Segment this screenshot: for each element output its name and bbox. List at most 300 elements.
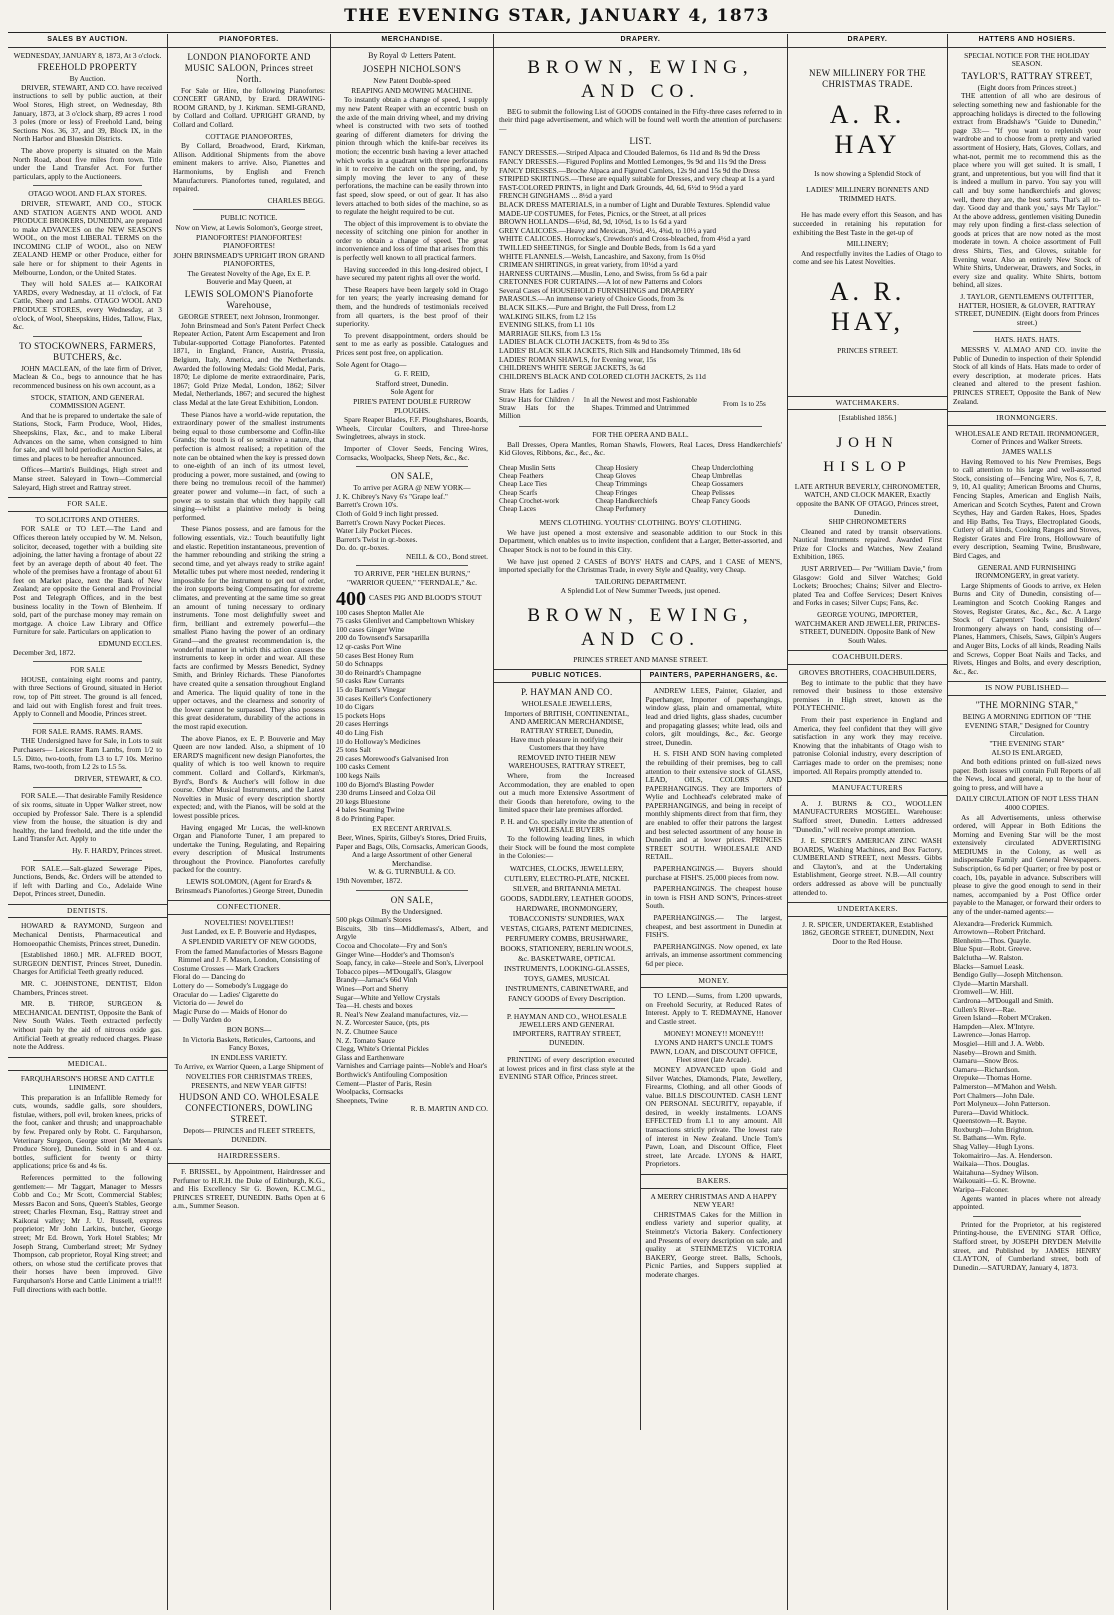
- ad-heading: SHIP CHRONOMETERS: [828, 517, 907, 527]
- list-item: Queenstown—R. Bayne.: [953, 1116, 1027, 1126]
- ad-text: From the famed Manufactories of Messrs Bagone Rimmel and J. F. Mason, London, Consisting of: [175, 946, 323, 965]
- ad-text: To arrive per AGRA @ NEW YORK—: [353, 483, 471, 493]
- list-item: Blenheim—Thos. Quayle.: [953, 935, 1031, 945]
- ad-heading: TAILORING DEPARTMENT.: [594, 576, 687, 586]
- ad-heading: COTTAGE PIANOFORTES,: [205, 131, 293, 141]
- ad-text: Beer, Wines, Spirits, Gilbey's Stores, Dried Fruits, Paper and Bags, Oils, Cornsacks, American Goods, And a large Assortment of other General Merchandise.: [336, 833, 488, 868]
- list-item: Water Lily Pocket Pieces.: [336, 526, 413, 536]
- ad-text: PRINCES STREET.: [837, 345, 898, 355]
- section-heading: MEDICAL.: [8, 1057, 167, 1072]
- section-heading: UNDERTAKERS.: [788, 902, 947, 917]
- list-item: Cheap Underclothing: [691, 464, 754, 472]
- list-item: Balclutha—W. Ralston.: [953, 953, 1024, 962]
- list-item: Brandy—Jarnac's 66d Vinh: [336, 975, 418, 985]
- divider: [973, 331, 1081, 332]
- ad-text: J. R. SPICER, UNDERTAKER, Established 1862, GEORGE STREET, DUNEDIN, Next Door to the Red House.: [801, 919, 934, 947]
- list-item: 12 qr-casks Port Wine: [336, 642, 402, 652]
- ad-text: PAPERHANGINGS.— Buyers should purchase at FISH'S. 25,000 pieces from now.: [645, 864, 782, 882]
- ad-text: Spare Reaper Blades, F.F. Ploughshares, Boards, Wheels, Circular Coulters, and Three-horse Swingletrees, always in stock.: [336, 415, 488, 442]
- list-item: LADIES' ROMAN SHAWLS, for Evening wear, 15s: [499, 354, 657, 364]
- ad-text: And that he is prepared to undertake the sale of Stations, Stock, Farm Produce, Wool, Hides, Sheepskins, Flax, &c., and to make Liberal Advances on the same, when consigned to him for sale, and will hold periodical Auction Sales, at times and places to be hereafter announced.: [13, 410, 162, 463]
- list-item: Cheap Fringes: [595, 488, 638, 497]
- list-item: 100 do Bjornd's Blasting Powder: [336, 779, 434, 789]
- list-item: WALKING SILKS, from L2 15s: [499, 311, 597, 321]
- section-heading: WATCHMAKERS.: [788, 396, 947, 411]
- section-heading: MANUFACTURERS: [788, 781, 947, 796]
- list-item: 15 pockets Hops: [336, 710, 386, 720]
- list-item: HARNESS CURTAINS.—Muslin, Leno, and Swiss, from 5s 6d a pair: [499, 268, 708, 278]
- ad-text: Having engaged Mr Lucas, the well-known Organ and Pianoforte Tuner, I am prepared to undertake the Tuning, Regulating, and Repairing every description of Musical Instruments throughout the Province. Pianofortes carefully packed for the country.: [173, 822, 325, 875]
- list-item: BROWN HOLLANDS—6½d, 8d, 9d, 10½d, 1s to 1s 6d a yard: [499, 217, 687, 227]
- imprint: Printed for the Proprietor, at his registered Printing-house, the EVENING STAR Office, Stafford street, by JOSEPH DRYDEN Melville street, and Published by JAMES HENRY CLAYTON, of Cumberland street, both of Dunedin.—SATURDAY, January 4, 1873.: [953, 1219, 1101, 1272]
- list-item: 200 do Townsend's Sarsaparilla: [336, 633, 430, 643]
- list-item: Cement—Plaster of Paris, Resin: [336, 1078, 432, 1088]
- ad-text: The object of this improvement is to obviate the necessity of scitching one pinion for another in order to obtain a change of speed. The great inconvenience and loss of time that arises from this is perfectly well known to all practical farmers.: [336, 218, 488, 263]
- ad-text: TO LEND.—Sums, from L200 upwards, on Freehold Security, at Reduced Rates of Interest. Apply to T. REDMAYNE, Hanover and Castle street.: [645, 991, 782, 1026]
- ad-heading: TO STOCKOWNERS, FARMERS, BUTCHERS, &c.: [19, 340, 156, 362]
- ad-text: CHRISTMAS Cakes for the Million in endless variety and superior quality, at Steinmetz's Victoria Bakery. Confectionery and Presents of every description on sale, and quality at STEINMETZ'S VICTORIA BAKERY, George street. Balls, Schools, Picnic Parties, and Suppers supplied at moderate charges.: [645, 1209, 782, 1279]
- divider: [519, 1008, 615, 1009]
- ad-text: THE attention of all who are desirous of selecting something new and fashionable for the approaching holidays is directed to the following extract from Bradshaw's "Guide to Dunedin," page 33:— "If you want to replenish your wardrobe and to choose from a pretty and varied assortment of Hosiery, Hats, Gloves, Collars, and what-not, permit me to recommend this as the place where you will get suited. It is small, I grant, and unpretentious, but you will find that it is indeed a mullum in parvo. You say you will call and buy some handkerchiefs and gloves; well, there they are, the best sorts. That's all to-day. 'Good day and thank you,' says Mr Taylor." At the above address, gentlemen visiting Dunedin may rely upon finding a first-class selection of goods at prices that are now noted as the most moderate in town. A choice assortment of Full dress Shirts, Ties, and Gloves, suitable for Evening wear. Also an entirely New Stock of White Shirts, Underwear, Drawers, and Socks, in every size and quality. White Shirts, bottom behind, all sizes.: [953, 91, 1101, 290]
- list-item: CRETONNES FOR CURTAINS.—A lot of new Patterns and Colors: [499, 277, 703, 287]
- list-item: Lottery do — Somebody's Luggage do: [173, 981, 288, 990]
- ad-heading: JOHN BRINSMEAD'S UPRIGHT IRON GRAND PIANOFORTES,: [173, 250, 325, 269]
- ad-text: LATE ARTHUR BEVERLY, CHRONOMETER, WATCH, AND CLOCK MAKER, Exactly opposite the BANK OF OTAGO, Princes street, Dunedin.: [794, 481, 941, 517]
- ad-subheading: By Auction.: [69, 74, 106, 84]
- list-item: Sugar—White and Yellow Crystals: [336, 992, 440, 1002]
- agents-list: [953, 920, 1101, 1195]
- ad-text: THE Undersigned have for Sale, in Lots to suit Purchasers— Leicester Ram Lambs, from 1/2 to L5. Ditto, two-tooth, from L3 to L7 10s. Merino Rams, two-tooth, from L2 2s to L5 5s.: [13, 736, 162, 772]
- ad-text: We have just opened a most extensive and seasonable addition to our Stock in this Department, which enables us to invite inspection, confident that a Larger, Better-assorted, and Cheaper Stock is not to be found in this City.: [499, 527, 782, 554]
- ad-text: Straw Hats for Ladies / Straw Hats for Children / Straw Hats for the Million: [499, 387, 575, 421]
- ad-text: PAPERHANGINGS. The cheapest house in town is FISH AND SON'S, Princes-street South.: [645, 884, 782, 911]
- ad-text: Having Removed to his New Premises, Begs to call attention to his large and well-assorted Stock, consisting of—Fencing Wire, Nos 6, 7, 8, 9, 10, A1 quality; American Brooms and Churns, Fencing Staples, American and English Nails, American and Scotch Scythes, Patent and Crown Scythes, Hay and Garden Rakes, Hoes, Spades and Hip Baths, Tea Trays, Electroplated Goods, Cutlery of all kinds, Cooking Ranges and Stoves, Register Grates and Fire Irons, Hollowware of every description, Seaming Twine, Brushware, Bird Cages, and: [953, 456, 1101, 561]
- ad-text: FOR SALE or TO LET.—The Land and Offices thereon lately occupied by W. M. Nelson, solicitor, deceased, together with a building site adjoining, the latter having a frontage of about 22 feet by an average depth of about 40 feet. The whole of the premises have a frontage of about 61 feet on Market place, next the Bank of New Zealand; are opposite the General and Provincial Post and Telegraph Offices, and in the best business locality in the Town of Blenheim. If sold, part of the purchase money may remain on mortgage. A choice Law Library and Office Furniture for sale. Particulars on application to: [13, 524, 162, 637]
- ad-text: By the Undersigned.: [381, 906, 443, 916]
- list-item: 40 do Ling Fish: [336, 727, 384, 737]
- ad-heading: HUDSON AND CO. WHOLESALE CONFECTIONERS, DOWLING STREET.: [178, 1092, 320, 1125]
- ad-text: ALSO IS ENLARGED,: [991, 748, 1063, 758]
- ad-text: Depots— PRINCES and FLEET STREETS, DUNEDIN.: [183, 1126, 315, 1144]
- ad-heading: IN ENDLESS VARIETY.: [210, 1052, 288, 1062]
- brand-heading: A. R. HAY,: [829, 276, 906, 336]
- ad-heading: FOR SALE: [70, 665, 105, 675]
- ad-heading: PUBLIC NOTICE.: [220, 213, 278, 223]
- ad-text: By Collard, Broadwood, Erard, Kirkman, Allison. Additional Shipments from the above eminent makers to arrive. Also, Pianettes and Harmoniums, by English and French Manufacturers. Pianofortes tuned, regulated, and repaired.: [173, 141, 325, 194]
- column-heading: PUBLIC NOTICES.: [494, 670, 640, 684]
- ad-heading: LYONS AND HART'S UNCLE TOM'S PAWN, LOAN, and DISCOUNT OFFICE, Fleet street (late Arcade).: [650, 1038, 778, 1065]
- ad-heading: JAMES WALLS: [1002, 446, 1052, 456]
- ad-text: Agents wanted in places where not already appointed.: [953, 1193, 1101, 1212]
- ad-text: [Established 1860.] MR. ALFRED BOOT, SURGEON DENTIST, Princes Street, Dunedin. Charges for Artificial Teeth greatly reduced.: [13, 950, 162, 977]
- signature: NEILL & CO., Bond street.: [405, 551, 488, 561]
- list-item: Magic Purse do — Maids of Honor do: [173, 1006, 287, 1016]
- signature: G. F. REID,: [394, 369, 430, 379]
- list-item: 8 do Printing Paper.: [336, 813, 395, 823]
- ad-text: To Arrive, ex Warrior Queen, a Large Shipment of: [174, 1062, 324, 1072]
- list-item: Wines—Port and Sherry: [336, 984, 409, 993]
- list-item: BLACK SILKS.—Pure and Bright, the Full Dress, from L2: [499, 303, 676, 313]
- divider: [33, 787, 142, 788]
- column-heading: DRAPERY.: [494, 34, 787, 48]
- ad-heading: FOR THE OPERA AND BALL.: [592, 430, 689, 440]
- ad-text: F. BRISSEL, by Appointment, Hairdresser and Perfumer to H.R.H. the Duke of Edinburgh, K.G., and His Excellency Sir G. Bowen, K.C.M.G., PRINCES STREET, DUNEDIN. Baths Open at 6 a.m., Summer Season.: [173, 1166, 325, 1211]
- list-item: Sheepnets, Twine: [336, 1095, 388, 1105]
- list-item: Bendigo Gully—Joseph Mitchenson.: [953, 970, 1063, 980]
- list-item: Biscuits, 3lb tins—Middlemass's, Albert, and Argyle: [336, 923, 488, 942]
- ad-text: Importer of Clover Seeds, Fencing Wires, Cornsacks, Woolpacks, Sheep Nets, &c., &c.: [336, 443, 488, 462]
- list-item: Costume Crosses — Mark Crackers: [173, 963, 280, 973]
- list-item: Soap, fancy, in cake—Steele and Son's, Liverpool: [336, 958, 484, 968]
- ad-text: MESSRS V. ALMAO AND CO. invite the Public of Dunedin to inspection of their Splendid Stock of all kinds of Hats. Hats made to order of every description, at moderate prices. Hats cleaned and altered to the present fashion. PRINCES STREET, Opposite the Bank of New Zealand.: [953, 345, 1101, 406]
- list-item: FAST-COLORED PRINTS, in light and Dark Grounds, 4d, 6d, 6½d to 9½d a yard: [499, 182, 744, 192]
- signature: J. TAYLOR, GENTLEMEN'S OUTFITTER, HATTER, HOSIER, & GLOVER, RATTRAY STREET, DUNEDIN. (Eight doors from Princes street.): [954, 292, 1100, 327]
- ad-date: 19th November, 1872.: [336, 876, 403, 886]
- signature: EDMUND ECCLES.: [98, 639, 162, 649]
- divider: [193, 209, 305, 210]
- list-item: Oamaru—Snow Bros.: [953, 1056, 1019, 1066]
- list-item: 100 cases Ginger Wine: [336, 624, 405, 634]
- list-item: N. Z. Worcester Sauce, (pts, pts: [336, 1018, 430, 1028]
- column-merchandise: [331, 34, 494, 1610]
- list-item: FANCY DRESSES.—Broche Alpaca and Figured Camlets, 12s 9d and 15s 9d the Dress: [499, 165, 760, 175]
- ad-text: These Pianos possess, and are famous for the following essentials, viz.: Touch beautifully light and elastic. Repetition instantaneous, prevention of the hammer rebounding and striking the string a second time, and yet always ready to strike again! Metallic tubes put where most needed, rendering it impossible for the instrument to get out of order, the iron supports being Compensating for extreme climates, and preventing at the same time so great an amount of tuning necessary to ordinary instruments. Tone most delightfully sweet and firm, brilliant and extremely powerful—the smallest Piano having the power of an ordinary Grand—and the greatest recommendation is, the wonderful manner in which this action causes the instruments to keep in order and wear. All these facts are confirmed by Messrs Benedict, Sydney Smith, and Brinley Richards. These Pianofortes have created quite a sensation throughout England and America. The liquid quality of tone in the upper octaves, and the clearness and sonority of the lower cannot be surpassed. They also possess this great desideratum, durability of the actions in the most rapid execution.: [173, 524, 325, 731]
- list-item: Waikouaiti—G. K. Browne.: [953, 1176, 1036, 1186]
- list-item: Several Cases of HOUSEHOLD FURNISHINGS and DRAPERY: [499, 285, 695, 295]
- ad-text: The Greatest Novelty of the Age, Ex E. P. Bouverie and May Queen, at: [187, 268, 311, 287]
- column-heading: MERCHANDISE.: [331, 34, 493, 48]
- ad-heading: NOVELTIES FOR CHRISTMAS TREES, PRESENTS, and NEW YEAR GIFTS!: [185, 1071, 313, 1090]
- list-item: Cromwell—W. Hill.: [953, 987, 1014, 997]
- list-item: Tokomairiro—Jas. A. Henderson.: [953, 1150, 1053, 1160]
- list-item: Tobacco pipes—M'Dougall's, Glasgow: [336, 966, 452, 976]
- list-item: Cheap Pelisses: [691, 488, 735, 497]
- ad-text: P. HAYMAN AND CO., WHOLESALE JEWELLERS AND GENERAL IMPORTERS, RATTRAY STREET, DUNEDIN.: [506, 1011, 627, 1047]
- list-item: Roxburgh—John Brighton.: [953, 1124, 1034, 1134]
- ad-heading: LEWIS SOLOMON'S Pianoforte Warehouse,: [184, 289, 314, 311]
- list-item: Cheap Hosiery: [595, 464, 639, 472]
- ad-text: We have just opened 2 CASES of BOYS' HATS and CAPS, and 1 CASE of MEN'S, imported specially for the Christmas Trade, in every Style and Quality, very Cheap.: [499, 556, 782, 575]
- ad-heading: TO SOLICITORS AND OTHERS.: [35, 514, 140, 524]
- ad-text: The above property is situated on the Main North Road, about five miles from town. Title under the Land Transfer Act. For further particulars, apply to the Auctioneers.: [13, 145, 162, 181]
- painters-money-bakers-column: [641, 670, 788, 1430]
- list-item: Palmerston—M'Mahon and Welsh.: [953, 1081, 1057, 1091]
- list-item: Cheap Handkerchiefs: [595, 496, 658, 505]
- column-drapery-brown-ewing: [494, 34, 788, 1610]
- ad-heading: NOVELTIES! NOVELTIES!!: [204, 917, 294, 927]
- brand-heading: BROWN, EWING, AND CO.: [527, 56, 754, 102]
- list-item: Cheap Feathers: [499, 472, 544, 481]
- list-item: N. Z. Chutnee Sauce: [336, 1026, 398, 1036]
- list-item: Cloth of Gold 9 inch light pressed.: [336, 508, 439, 518]
- ad-text: These Pianos have a world-wide reputation, the extraordinary power of the smallest instruments being equal to those cumbersome and Coffin-like Grands; the touch is of so sensitive a nature, that perfection is almost realised; a repetition of the note can be obtained when the key is pressed down to one-eighth of an inch of its utmost level, producing a power, more sustained, and (owing to there being no tremulous recoil of the hammer) greater power and volume—in fact, of such a power as to sustain that which they happily call singing—whilst a plaintive melody is being performed.: [173, 409, 325, 522]
- column-hatters-hosiers: [948, 34, 1106, 1610]
- ad-text: Sole Agent for: [390, 387, 434, 397]
- ad-heading: FREEHOLD PROPERTY: [37, 62, 138, 73]
- ad-heading: STOCK, STATION, AND GENERAL COMMISSION AGENT.: [30, 392, 145, 411]
- divider: [33, 336, 142, 337]
- ad-text: MR. C. JOHNSTONE, DENTIST, Eldon Chambers, Princes street.: [13, 979, 162, 997]
- ad-heading: FOR SALE. RAMS. RAMS. RAMS.: [32, 726, 143, 736]
- signature: R. B. MARTIN AND CO.: [410, 1104, 488, 1114]
- ad-text: As all Advertisements, unless otherwise ordered, will Appear in Both Editions the Morning and Evening Star will be the most extensively circulated ADVERTISING MEDIUMS in the Colony, as well as indispensable Family and General Newspapers. Subscription, 6s 6d per Quarter; or free by post or coach, 10s, payable in advance. Subscribers will please to give the good enough to send in their names, accompanied by a Post Office order payable to the Manager, or forward their orders to any of the under-named agents:—: [953, 812, 1101, 917]
- ad-text: In all the Newest and most Fashionable Shapes. Trimmed and Untrimmed: [583, 395, 698, 412]
- list-item: Oamaru—Richardson.: [953, 1064, 1020, 1074]
- list-item: WHITE FLANNELS.—Welsh, Lancashire, and Saxony, from 1s 0½d: [499, 251, 706, 261]
- ad-heading: JOSEPH NICHOLSON'S: [362, 64, 462, 75]
- list-item: STRIPED SKIRTINGS.—These are equally suitable for Dresses, and very cheap at 1s a yard: [499, 174, 775, 184]
- ad-text: Is now showing a Splendid Stock of: [814, 168, 921, 178]
- ad-text: John Brinsmead and Son's Patent Perfect Check Repeater Action, Patent Arm Escapement and Iron Tubular-supported Cottage Pianofortes. Patented 1871, in England, France, Austria, Prussia, Belgium, Italy, America, and the Netherlands. Awarded the following Medals: Gold Medal, Paris, 1870; Le diplome de merite extraordinaire, Paris, 1867; Gold Prize Medal, London, 1862; Silver Medal, Netherlands, 1867; and secured the highest class Medal at the late Great Exhibition, London.: [173, 320, 325, 407]
- ad-text: Cleaned and rated by transit observations. Nautical Instruments repaired. Awarded First Prize for Clocks and Watches, New Zealand Exhibition, 1865.: [793, 526, 942, 562]
- list-item: Waripa—Falconer.: [953, 1185, 1009, 1195]
- list-item: Cheap Perfumery: [595, 505, 646, 514]
- ad-text: From 1s to 25s: [722, 399, 766, 408]
- list-item: St. Bathans—Wm. Ryle.: [953, 1133, 1026, 1143]
- ad-text: And both editions printed on full-sized news paper. Both issues will contain Full Reports of all the News, local and general, up to the hour of going to press, and will have a: [953, 756, 1101, 792]
- ad-text: A. J. BURNS & CO., WOOLLEN MANUFACTURERS MOSGIEL. Warehouse: Stafford street, Dunedin. Letters addressed "Dunedin," will receive prompt attention.: [793, 798, 942, 834]
- list-item: 100 kegs Nails: [336, 770, 380, 780]
- ad-heading: WHOLESALE AND RETAIL IRONMONGER, Corner of Princes and Walker Streets.: [955, 428, 1099, 447]
- divider: [519, 426, 762, 427]
- ad-text: GEORGE STREET, next Johnson, Ironmonger.: [178, 312, 320, 322]
- ad-text: CASES PIG AND BLOOD'S STOUT: [369, 593, 482, 603]
- list-item: 500 pkgs Oilman's Stores: [336, 915, 412, 925]
- ad-text: The above Pianos, ex E. P. Bouverie and May Queen are now landed. Also, a shipment of 10 ERARD'S magnificent new design Pianofortes, the quality of which is too well known to require comment. Collard and Collard's, Kirkman's, Byrd's, Bord's & Aucher's will follow in due course. Other Musical Instruments, and the Latest Novelties in Music of every description shortly expected; and, with the Pianos, will be sold at the lowest possible prices.: [173, 733, 325, 820]
- list-item: Mosgiel—Hill and J. A. Webb.: [953, 1038, 1045, 1048]
- ad-heading: GENERAL AND FURNISHING IRONMONGERY, in great variety.: [975, 562, 1079, 581]
- list-item: 75 casks Glenlivet and Campbeltown Whiskey: [336, 616, 475, 626]
- list-item: Floral do — Dancing do: [173, 972, 246, 982]
- auction-date: WEDNESDAY, JANUARY 8, 1873, At 3 o'clock.: [13, 50, 162, 60]
- list-item: Naseby—Brown and Smith.: [953, 1047, 1037, 1057]
- ad-text: BEING A MORNING EDITION OF "THE EVENING STAR," Designed for Country Circulation.: [962, 711, 1092, 739]
- section-heading: MONEY.: [641, 974, 788, 989]
- columns: [8, 34, 1106, 1610]
- signature: Hy. F. HARDY, Princes street.: [72, 845, 162, 855]
- royal-arms-icon: By Royal ♔ Letters Patent.: [368, 50, 456, 60]
- list-item: Cheap Trimmings: [595, 480, 648, 489]
- list-item: Cocoa and Chocolate—Fry and Son's: [336, 941, 447, 951]
- list-item: Lawrence—Jonas Harrop.: [953, 1030, 1031, 1040]
- list-item: Cheap Crochet-work: [499, 496, 560, 505]
- section-heading: FOR SALE.: [8, 497, 167, 512]
- divider: [33, 661, 142, 662]
- section-heading: COACHBUILDERS.: [788, 650, 947, 665]
- list-item: MADE-UP COSTUMES, for Fetes, Picnics, or the Street, at all prices: [499, 208, 707, 218]
- ad-text: They will hold SALES at— KAIKORAI YARDS, every Wednesday, at 11 o'clock, of Fat Cattle, Sheep and Lambs. OTAGO WOOL AND PRODUCE STORES, every Wednesday, at 3 o'clock, of Wool, Sheepskins, Hides, Tallow, Flax, &c.: [13, 279, 162, 332]
- list-item: FANCY DRESSES.—Figured Poplins and Mottled Lemonges, 9s 9d and 11s 9d the Dress: [499, 156, 767, 166]
- list-item: Port Molyneux—John Patterson.: [953, 1099, 1051, 1109]
- ad-text: For Sale or Hire, the following Pianofortes: CONCERT GRAND, by Erard. DRAWING-ROOM GRAND, by J. Kirkman. SEMI-GRAND, by Collard and Collard. UPRIGHT GRAND, by Collard and Collard.: [173, 85, 325, 129]
- signature: CHARLES BEGG.: [267, 195, 325, 205]
- public-notices-column: [494, 670, 641, 1430]
- list-item: J. K. Chibrey's Navy 6's "Grape leaf.": [336, 491, 448, 501]
- column-heading: DRAPERY.: [788, 34, 947, 48]
- ad-date: December 3rd, 1872.: [13, 647, 76, 657]
- signature: LEWIS SOLOMON, (Agent for Erard's & Brinsmead's Pianofortes.) George Street, Dunedin: [175, 877, 323, 895]
- ad-text: Ball Dresses, Opera Mantles, Roman Shawls, Flowers, Real Laces, Dress Handkerchiefs' Kid Gloves, Ribbons, &c., &c., &c.: [499, 439, 782, 458]
- ad-heading: WHOLESALE JEWELLERS,: [521, 699, 612, 709]
- ad-text: Having succeeded in this long-desired object, I have secured my patent rights all over the world.: [336, 264, 488, 283]
- list-item: 50 casks Raw Currants: [336, 676, 404, 686]
- list-item: TWILLED SHEETINGS, for Single and Double Beds, from 1s 6d a yard: [499, 242, 716, 252]
- ad-text: Just Landed, ex E. P. Bouverie and Hydaspes,: [181, 927, 317, 937]
- section-heading: HAIRDRESSERS.: [168, 1149, 330, 1164]
- ad-heading: BON BONS—: [226, 1024, 272, 1034]
- ad-text: DRIVER, STEWART, AND CO., STOCK AND STATION AGENTS AND WOOL AND PRODUCE BROKERS, DUNEDIN, are prepared to make ADVANCES on the NEW SEASON'S WOOL, on the most LIBERAL TERMS on the INCOMING CLIP of WOOL, also on NEW ZEALAND HEMP or other Produce, either for sale here or for shipment to their Agents in Melbourne, London, or the United States.: [13, 198, 162, 277]
- ad-heading: MEN'S CLOTHING. YOUTHS' CLOTHING. BOYS' CLOTHING.: [539, 518, 742, 528]
- ad-heading: SPECIAL NOTICE FOR THE HOLIDAY SEASON.: [964, 50, 1090, 69]
- ad-text: And respectfully invites the Ladies of Otago to come and see his Latest Novelties.: [793, 248, 942, 267]
- list-item: Waitahuna—Sydney Wilson.: [953, 1167, 1039, 1177]
- list-item: Hampden—Alex. M'Intyre.: [953, 1021, 1035, 1031]
- ad-heading: P. HAYMAN AND CO.: [520, 687, 613, 698]
- ad-heading: REMOVED INTO THEIR NEW WAREHOUSES, RATTRAY STREET,: [508, 752, 626, 771]
- list-item: FRENCH GINGHAMS ... 8½d a yard: [499, 191, 613, 201]
- ad-heading: TAYLOR'S, RATTRAY STREET,: [961, 70, 1093, 81]
- ad-text: MONEY ADVANCED upon Gold and Silver Watches, Diamonds, Plate, Jewellery, Firearms, Clothing, and all other Goods of value. BILLS DISCOUNTED. CASH LENT ON PERSONAL SECURITY, repayable, if desired, in weekly instalments. LOANS EFFECTED from L1 to any amount. All transactions strictly private. The lowest rate of interest in New Zealand. Uncle Tom's Pawn, Loan, and Discount Office, Fleet street, late Arcade. LYONS & HART, Proprietors.: [645, 1064, 782, 1169]
- list-item: 20 cases Morewood's Galvanised Iron: [336, 753, 449, 763]
- ad-heading: GROVES BROTHERS, COACHBUILDERS,: [798, 668, 937, 677]
- ad-text: HOWARD & RAYMOND, Surgeon and Mechanical Dentists, Pharmaceutical and Homoeopathic Chemists, Princes street, Dunedin.: [13, 921, 162, 948]
- ad-text: To the following leading lines, in which their Stock will be found the most complete in the Colonies:—: [499, 834, 635, 861]
- list-item: Cheap Scarfs: [499, 488, 538, 497]
- list-item: Cullen's River—Rae.: [953, 1004, 1016, 1014]
- ad-text: From their past experience in England and America, they feel confident that they will give satisfaction in any work they may receive. Knowing that the inhabitants of Otago wish to patronise Colonial industry, every description of Carriages made to order on the premises; none imported. All Repairs promptly attended to.: [793, 714, 942, 776]
- list-item: 15 do Barnett's Vinegar: [336, 685, 406, 694]
- ad-text: To instantly obtain a change of speed, I supply my new Patent Reaper with an eccentric bush on the axle of the main driving wheel, and my driving wheel is constructed with two sets of toothed gearing of different diameters for driving the pinion through which the knife-bar receives its motion; the eccentric bush having a lever attached which works in a quadrant with three perforations in it to receive the catch on the spring, and, by simply moving the lever to any of these perforations, the machine can be easily thrown into fast speed, slow speed, or out of gear. It has also levers attached to both sides of the machine, so as to regulate the height required to be cut.: [336, 95, 488, 217]
- list-item: LADIES' BLACK CLOTH JACKETS, from 4s 9d to 35s: [499, 337, 669, 347]
- list-item: 100 casks Cement: [336, 762, 390, 772]
- section-heading: BAKERS.: [641, 1174, 788, 1189]
- ad-text: Offices—Martin's Buildings, High street and Manse street. Saleyard in Town—Commercial Saleyard, High street and Rattray street.: [13, 465, 162, 492]
- list-item: Blue Spur—Robt. Greeve.: [953, 944, 1032, 954]
- ad-text: FOR SALE.—That desirable Family Residence of six rooms, situate in Upper Walker street, now occupied by Professor Sale. There is a splendid view from the house, the situation is dry and healthy, the land freehold, and the title under the Land Transfer Act. Apply to: [13, 791, 163, 844]
- ad-text: DRIVER, STEWART, AND CO. have received instructions to sell by public auction, at their Wool Stores, High street, on Wednesday, 8th January, 1873, at 3 o'clock sharp, 89 acres 1 rood 3 poles (more or less) of Freehold Land, being Sections Nos. 36, 37, and 39, Block IX, in the North Harbor and Blueskin Districts.: [13, 82, 162, 144]
- ad-text: BEG to submit the following List of GOODS contained in the Fifty-three cases referred to in their third page advertisement, and which will be found well worth the attention of purchasers:—: [499, 106, 782, 133]
- ad-heading: "THE MORNING STAR,": [975, 699, 1079, 710]
- list-item: Cheap Umbrellas: [691, 472, 742, 481]
- divider: [33, 860, 142, 861]
- list-item: Borthwick's Antifouling Composition: [336, 1069, 448, 1079]
- list-item: 20 cases Herrings: [336, 719, 389, 729]
- ad-heading: LADIES' MILLINERY BONNETS AND TRIMMED HATS.: [806, 185, 929, 203]
- list-item: 10 do Cigars: [336, 702, 374, 712]
- divider: [356, 890, 468, 891]
- ad-heading: TO ARRIVE, PER "HELEN BURNS," "WARRIOR QUEEN," "FERNDALE," &c.: [347, 569, 477, 588]
- list-item: Oracular do — Ladies' Cigarette do: [173, 989, 279, 999]
- list-item: Cardrona—M'Dougall and Smith.: [953, 995, 1054, 1005]
- list-item: Barrett's Twist in qr.-boxes.: [336, 534, 418, 544]
- list-item: CHILDREN'S BLACK AND COLORED CLOTH JACKETS, 2s 11d: [499, 371, 706, 381]
- ad-heading: "THE EVENING STAR": [989, 738, 1065, 748]
- ad-text: Large Shipments of Goods to arrive, ex Helen Burns and City of Dunedin, consisting of— Leamington and Scotch Cooking Ranges and Stoves, Register Grates, &c., &c., &c. A Large Stock of Carpenters' Tools and Builders' Ironmongery always on hand, consisting of— Planes, Hammers, Chisels, Saws, Gilpin's Augers and Auger Bits, Locks of all kinds, Reading Nails and Screws, Copper Boat Nails and Tacks, and Rivets, Hinges and Bolts, and every description, &c., &c.: [953, 580, 1101, 676]
- divider: [33, 185, 142, 186]
- ad-heading: LIST.: [629, 136, 652, 147]
- quantity-figure: 400: [336, 587, 366, 610]
- divider: [973, 1216, 1081, 1217]
- stores-list: [336, 916, 488, 1105]
- list-item: WHITE CALICOES. Horrockse's, Crewdson's and Cross-bleached, from 4½d a yard: [499, 234, 751, 244]
- divider: [519, 1051, 615, 1052]
- ad-text: This preparation is an Infallible Remedy for cuts, wounds, saddle galls, sore shoulders, fistulae, withers, poll evil, broken knees, pricks of the foot, canker and thrush; and unapproachable by few. Prepared only by Robt. C. Farquharson, Veterinary Surgeon, George street (Mr Meenan's Produce Store), Dunedin. Sold in 6 and 4 oz. bottles, sufficient for twenty or thirty applications; price 6s and 4s 6s.: [13, 1092, 162, 1171]
- ad-text: MR. B. THROP, SURGEON & MECHANICAL DENTIST, Opposite the Bank of New South Wales. Teeth extracted perfectly without pain by the aid of nitrous oxide gas. Artificial Teeth at greatly reduced charges. Please note the Address.: [13, 999, 162, 1052]
- ad-heading: LONDON PIANOFORTE AND MUSIC SALOON, Princes street North.: [184, 51, 314, 84]
- ad-text: WATCHES, CLOCKS, JEWELLERY, CUTLERY, ELECTRO-PLATE, NICKEL SILVER, and BRITANNIA METAL GOODS, SADDLERY, LEATHER GOODS, HARDWARE, IRONMONGERY, TOBACCONISTS' SUNDRIES, WAX VESTAS, CIGARS, PATENT MEDICINES, PERFUMERY COMBS, BRUSHWARE, BOOKS, STATIONERY, BERLIN WOOLS, &c. BASKETWARE, OPTICAL INSTRUMENTS, LOOKING-GLASSES, TOYS, GAMES, MUSICAL INSTRUMENTS, CABINETWARE, and FANCY GOODS of Every Description.: [500, 863, 634, 1003]
- list-item: 50 do Schnapps: [336, 659, 383, 669]
- list-item: Cheap Gossamers: [691, 480, 744, 489]
- list-item: Glass and Earthenware: [336, 1052, 405, 1062]
- list-item: 4 bales Seaming Twine: [336, 805, 405, 815]
- ad-text: H. S. FISH AND SON having completed the rebuilding of their premises, beg to call attention to their extensive stock of GLASS, LEAD, OILS, COLORS AND PAPERHANGINGS. They are Importers of Wylie and Lochhead's celebrated make of PAPERHANGINGS, and being in receipt of monthly shipments direct from that firm, they are enabled to offer their patrons the largest and best selected assortment of any house in Dunedin and at lower prices. PRINCES STREET SOUTH. WHOLESALE AND RETAIL.: [645, 749, 782, 862]
- list-item: Clegg, White's Oriental Pickles: [336, 1044, 429, 1054]
- ad-text: Stafford street, Dunedin.: [375, 378, 449, 388]
- ad-heading: DAILY CIRCULATION OF NOT LESS THAN 4000 COPIES.: [955, 794, 1099, 812]
- ad-heading: FARQUHARSON'S HORSE AND CATTLE LINIMENT.: [20, 1074, 155, 1092]
- list-item: Arrowtown—Robert Pritchard.: [953, 927, 1046, 937]
- ad-text: PAPERHANGINGS.— The largest, cheapest, and best assortment in Dunedin at FISH'S.: [645, 913, 782, 940]
- column-sales-by-auction: [8, 34, 168, 1610]
- brand-heading: BROWN, EWING, AND CO.: [527, 604, 754, 650]
- list-item: 100 cases Shepton Mallet Ale: [336, 607, 424, 617]
- ad-heading: A MERRY CHRISTMAS AND A HAPPY NEW YEAR!: [650, 1191, 777, 1210]
- list-item: R. Neal's New Zealand manufactures, viz.—: [336, 1009, 468, 1019]
- list-item: Shag Valley—Hugh Lyons.: [953, 1142, 1034, 1152]
- ad-text: These Reapers have been largely sold in Otago for ten years; the yearly increasing demand for them, and the hundreds of testimonials received from all quarters, is the best proof of their superiority.: [336, 284, 488, 329]
- column-pianofortes: [168, 34, 331, 1610]
- list-item: FANCY DRESSES.—Striped Alpaca and Clouded Balernos, 6s 11d and 8s 9d the Dress: [499, 148, 760, 158]
- ad-text: GEORGE YOUNG, IMPORTER, WATCHMAKER AND JEWELLER, PRINCES-STREET, DUNEDIN. Opposite Bank of New South Wales.: [794, 610, 941, 645]
- list-item: 30 cases Keiller's Confectionery: [336, 693, 432, 703]
- ad-text: (Eight doors from Princes street.): [977, 82, 1077, 92]
- column-heading: PIANOFORTES.: [168, 34, 330, 48]
- section-heading: IRONMONGERS.: [948, 411, 1106, 426]
- list-item: Ginger Wine—Hodder's and Thomson's: [336, 949, 455, 959]
- ad-text: To prevent disappointment, orders should be sent to me as early as possible. Catalogues and Prices sent post free, on application.: [336, 330, 488, 357]
- ad-text: FOR SALE.—Salt-glazed Sewerage Pipes, Junctions, Bends, &c. Orders will be attended to if left with Darling and Co., Adelaide Wine Depot, Princes street, Dunedin.: [13, 863, 162, 899]
- ad-text: [Established 1856.]: [838, 413, 897, 423]
- list-item: Woolpacks, Cornsacks: [336, 1087, 404, 1097]
- ad-heading: PIANOFORTES! PIANOFORTES! PIANOFORTES!: [195, 232, 303, 251]
- ad-text: Now on View, at Lewis Solomon's, George street,: [175, 222, 323, 232]
- ad-heading: MONEY! MONEY!! MONEY!!!: [663, 1028, 764, 1038]
- column-heading: PAINTERS, PAPERHANGERS, &c.: [641, 670, 788, 684]
- divider: [356, 466, 468, 467]
- ad-text: ANDREW LEES, Painter, Glazier, and Paperhanger, Importer of paperhangings, window glass, plain and ornamental, white lead and dried lights, glass shades, cucumber and propagating glasses; white lead, oils and colors, gilt mouldings, &c., &c. George street, Dunedin.: [645, 686, 782, 747]
- list-item: Cheap Muslin Setts: [499, 464, 556, 472]
- list-item: Cheap Gloves: [595, 472, 636, 481]
- list-item: — Dolly Varden do: [173, 1015, 231, 1025]
- ad-text: HOUSE, containing eight rooms and pantry, with three Sections of Ground, situated in Heriot row, top of Pitt street. The ground is all fenced, and laid out with English forest and fruit trees. Apply to Connell and Moodie, Princes street.: [13, 674, 162, 719]
- list-item: Cheap Laces: [499, 505, 536, 514]
- list-item: LADIES' BLACK SILK JACKETS, Rich Silk and Handsomely Trimmed, 18s 6d: [499, 346, 741, 356]
- ad-text: Sole Agent for Otago—: [336, 359, 407, 369]
- ad-heading: A SPLENDID VARIETY OF NEW GOODS,: [181, 937, 317, 947]
- ad-text: New Patent Double-speed: [373, 76, 451, 86]
- section-heading: CONFECTIONER.: [168, 900, 330, 915]
- signature: W. & G. TURNBULL & CO.: [368, 867, 456, 877]
- ad-heading: EX RECENT ARRIVALS.: [372, 823, 452, 833]
- brand-heading: A. R. HAY: [829, 99, 906, 159]
- list-item: Do. do. qr.-boxes.: [336, 543, 389, 553]
- ad-heading: NEW MILLINERY FOR THE CHRISTMAS TRADE.: [809, 67, 926, 89]
- list-item: CRIMEAN SHIRTINGS, in great variety, from 10½d a yard: [499, 260, 678, 270]
- list-item: 10 do Holloway's Medicines: [336, 736, 421, 746]
- drapery-lower-split: [494, 669, 787, 1430]
- list-item: EVENING SILKS, from L1 10s: [499, 320, 595, 330]
- ad-text: PRINCES STREET AND MANSE STREET.: [573, 654, 708, 664]
